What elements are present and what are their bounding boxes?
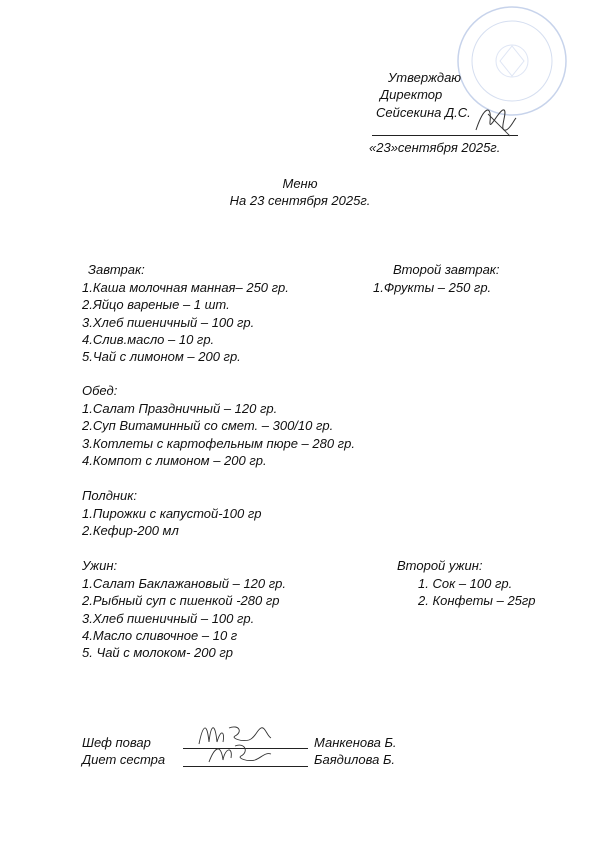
list-item: 5.Чай с лимоном – 200 гр.: [82, 349, 241, 364]
list-item: 4.Компот с лимоном – 200 гр.: [82, 453, 267, 468]
second-dinner-title: Второй ужин:: [397, 558, 483, 573]
list-item: 5. Чай с молоком- 200 гр: [82, 645, 233, 660]
approval-approve: Утверждаю: [388, 70, 462, 85]
breakfast-title: Завтрак:: [88, 262, 145, 277]
list-item: 3.Хлеб пшеничный – 100 гр.: [82, 611, 255, 626]
director-signature: [470, 100, 518, 140]
list-item: 1.Салат Баклажановый – 120 гр.: [82, 576, 287, 591]
list-item: 1.Салат Праздничный – 120 гр.: [82, 401, 278, 416]
list-item: 1.Каша молочная манная– 250 гр.: [82, 280, 289, 295]
list-item: 2.Яйцо вареные – 1 шт.: [82, 297, 230, 312]
snack-title: Полдник:: [82, 488, 138, 503]
nurse-label: Диет сестра: [82, 752, 166, 767]
second-breakfast-title: Второй завтрак:: [393, 262, 500, 277]
list-item: 2.Кефир-200 мл: [82, 523, 179, 538]
list-item: 1.Фрукты – 250 гр.: [373, 280, 492, 295]
list-item: 2.Рыбный суп с пшенкой -280 гр: [82, 593, 280, 608]
chef-label: Шеф повар: [82, 735, 151, 750]
approval-date: «23»сентября 2025г.: [369, 140, 501, 155]
list-item: 2.Суп Витаминный со смет. – 300/10 гр.: [82, 418, 334, 433]
list-item: 3.Котлеты с картофельным пюре – 280 гр.: [82, 436, 355, 451]
dinner-title: Ужин:: [82, 558, 118, 573]
list-item: 3.Хлеб пшеничный – 100 гр.: [82, 315, 255, 330]
page-subtitle: На 23 сентября 2025г.: [229, 193, 371, 208]
list-item: 4.Масло сливочное – 10 г: [82, 628, 238, 643]
chef-name: Манкенова Б.: [314, 735, 397, 750]
nurse-signature: [205, 738, 275, 768]
approval-name: Сейсекина Д.С.: [376, 105, 471, 120]
list-item: 1.Пирожки с капустой-100 гр: [82, 506, 262, 521]
nurse-name: Баядилова Б.: [314, 752, 396, 767]
list-item: 4.Слив.масло – 10 гр.: [82, 332, 215, 347]
lunch-title: Обед:: [82, 383, 118, 398]
approval-position: Директор: [380, 87, 443, 102]
list-item: 1. Сок – 100 гр.: [418, 576, 513, 591]
list-item: 2. Конфеты – 25гр: [418, 593, 536, 608]
page-title: Меню: [282, 176, 318, 191]
